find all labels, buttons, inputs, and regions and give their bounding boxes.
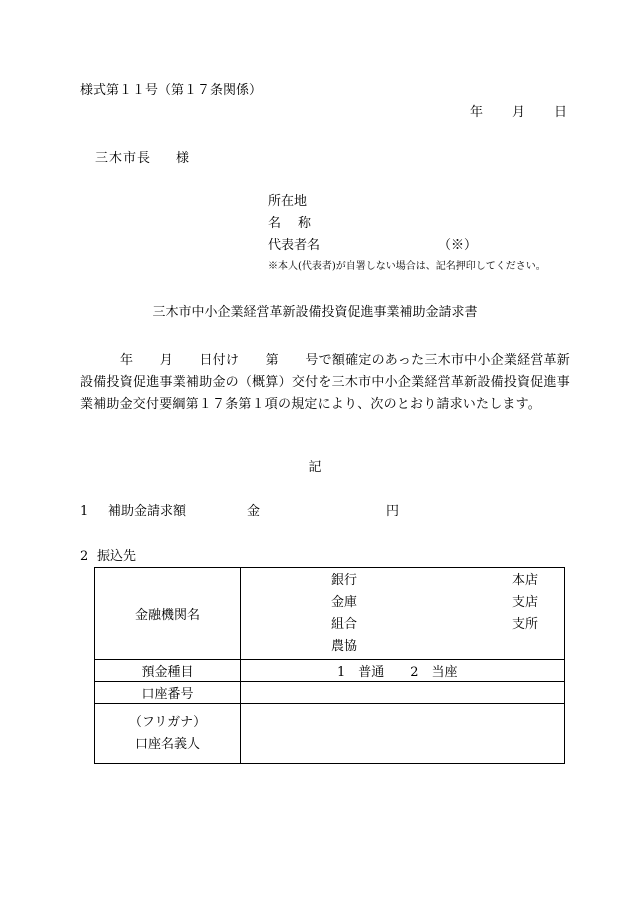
branch-type: 支所: [511, 617, 538, 632]
item2-number: 2: [80, 549, 89, 564]
item1-kin: 金: [247, 504, 261, 519]
branch-type: 本店: [511, 573, 538, 588]
item1-number: 1: [80, 504, 89, 519]
applicant-name-label-a: 名: [268, 216, 282, 231]
deposit-option-ordinary: 1 普通: [337, 665, 385, 680]
seal-mark: （※）: [438, 238, 478, 253]
deposit-type-cell[interactable]: [241, 660, 565, 682]
institution-type: 銀行: [331, 573, 358, 588]
applicant-representative-label: 代表者名: [268, 238, 321, 253]
signature-note: ※本人(代表者)が自署しない場合は、記名押印してください。: [268, 261, 546, 272]
branch-type: 支店: [511, 595, 538, 610]
account-number-cell[interactable]: [241, 682, 565, 704]
institution-type: 組合: [331, 617, 358, 632]
addressee-name: 三木市長: [95, 151, 152, 166]
institution-type: 農協: [331, 639, 358, 654]
applicant-address-label: 所在地: [268, 194, 308, 209]
financial-institution-label: 金融機関名: [95, 568, 241, 660]
account-holder-label: 口座名義人: [134, 736, 200, 752]
institution-type: 金庫: [331, 595, 358, 610]
date-day: 日: [554, 105, 568, 120]
request-body-text: 年 月 日付け 第 号で額確定のあった三木市中小企業経営革新設備投資促進事業補助金の（概算）交付を三木市中小企業経営革新設備投資促進事業補助金交付要綱第１７条第１項の規定により、次のとおり請求いたします。: [80, 353, 570, 412]
bank-account-table: [94, 567, 565, 764]
financial-institution-cell[interactable]: [241, 568, 565, 660]
account-holder-label-cell: [95, 704, 241, 764]
date-year: 年: [470, 105, 484, 120]
date-month: 月: [512, 105, 526, 120]
addressee-honorific: 様: [176, 151, 190, 166]
ki-marker: 記: [308, 460, 322, 475]
item2-label: 振込先: [97, 549, 137, 564]
item1-yen: 円: [386, 504, 400, 519]
document-title: 三木市中小企業経営革新設備投資促進事業補助金請求書: [152, 305, 478, 320]
applicant-name-label-b: 称: [298, 216, 312, 231]
form-number: 様式第１１号（第１７条関係）: [80, 83, 263, 98]
deposit-type-label: 預金種目: [95, 660, 241, 682]
deposit-option-current: 2 当座: [410, 665, 458, 680]
account-number-label: 口座番号: [95, 682, 241, 704]
item1-label: 補助金請求額: [108, 504, 187, 519]
account-holder-cell[interactable]: [241, 704, 565, 764]
furigana-label: （フリガナ）: [128, 714, 207, 730]
